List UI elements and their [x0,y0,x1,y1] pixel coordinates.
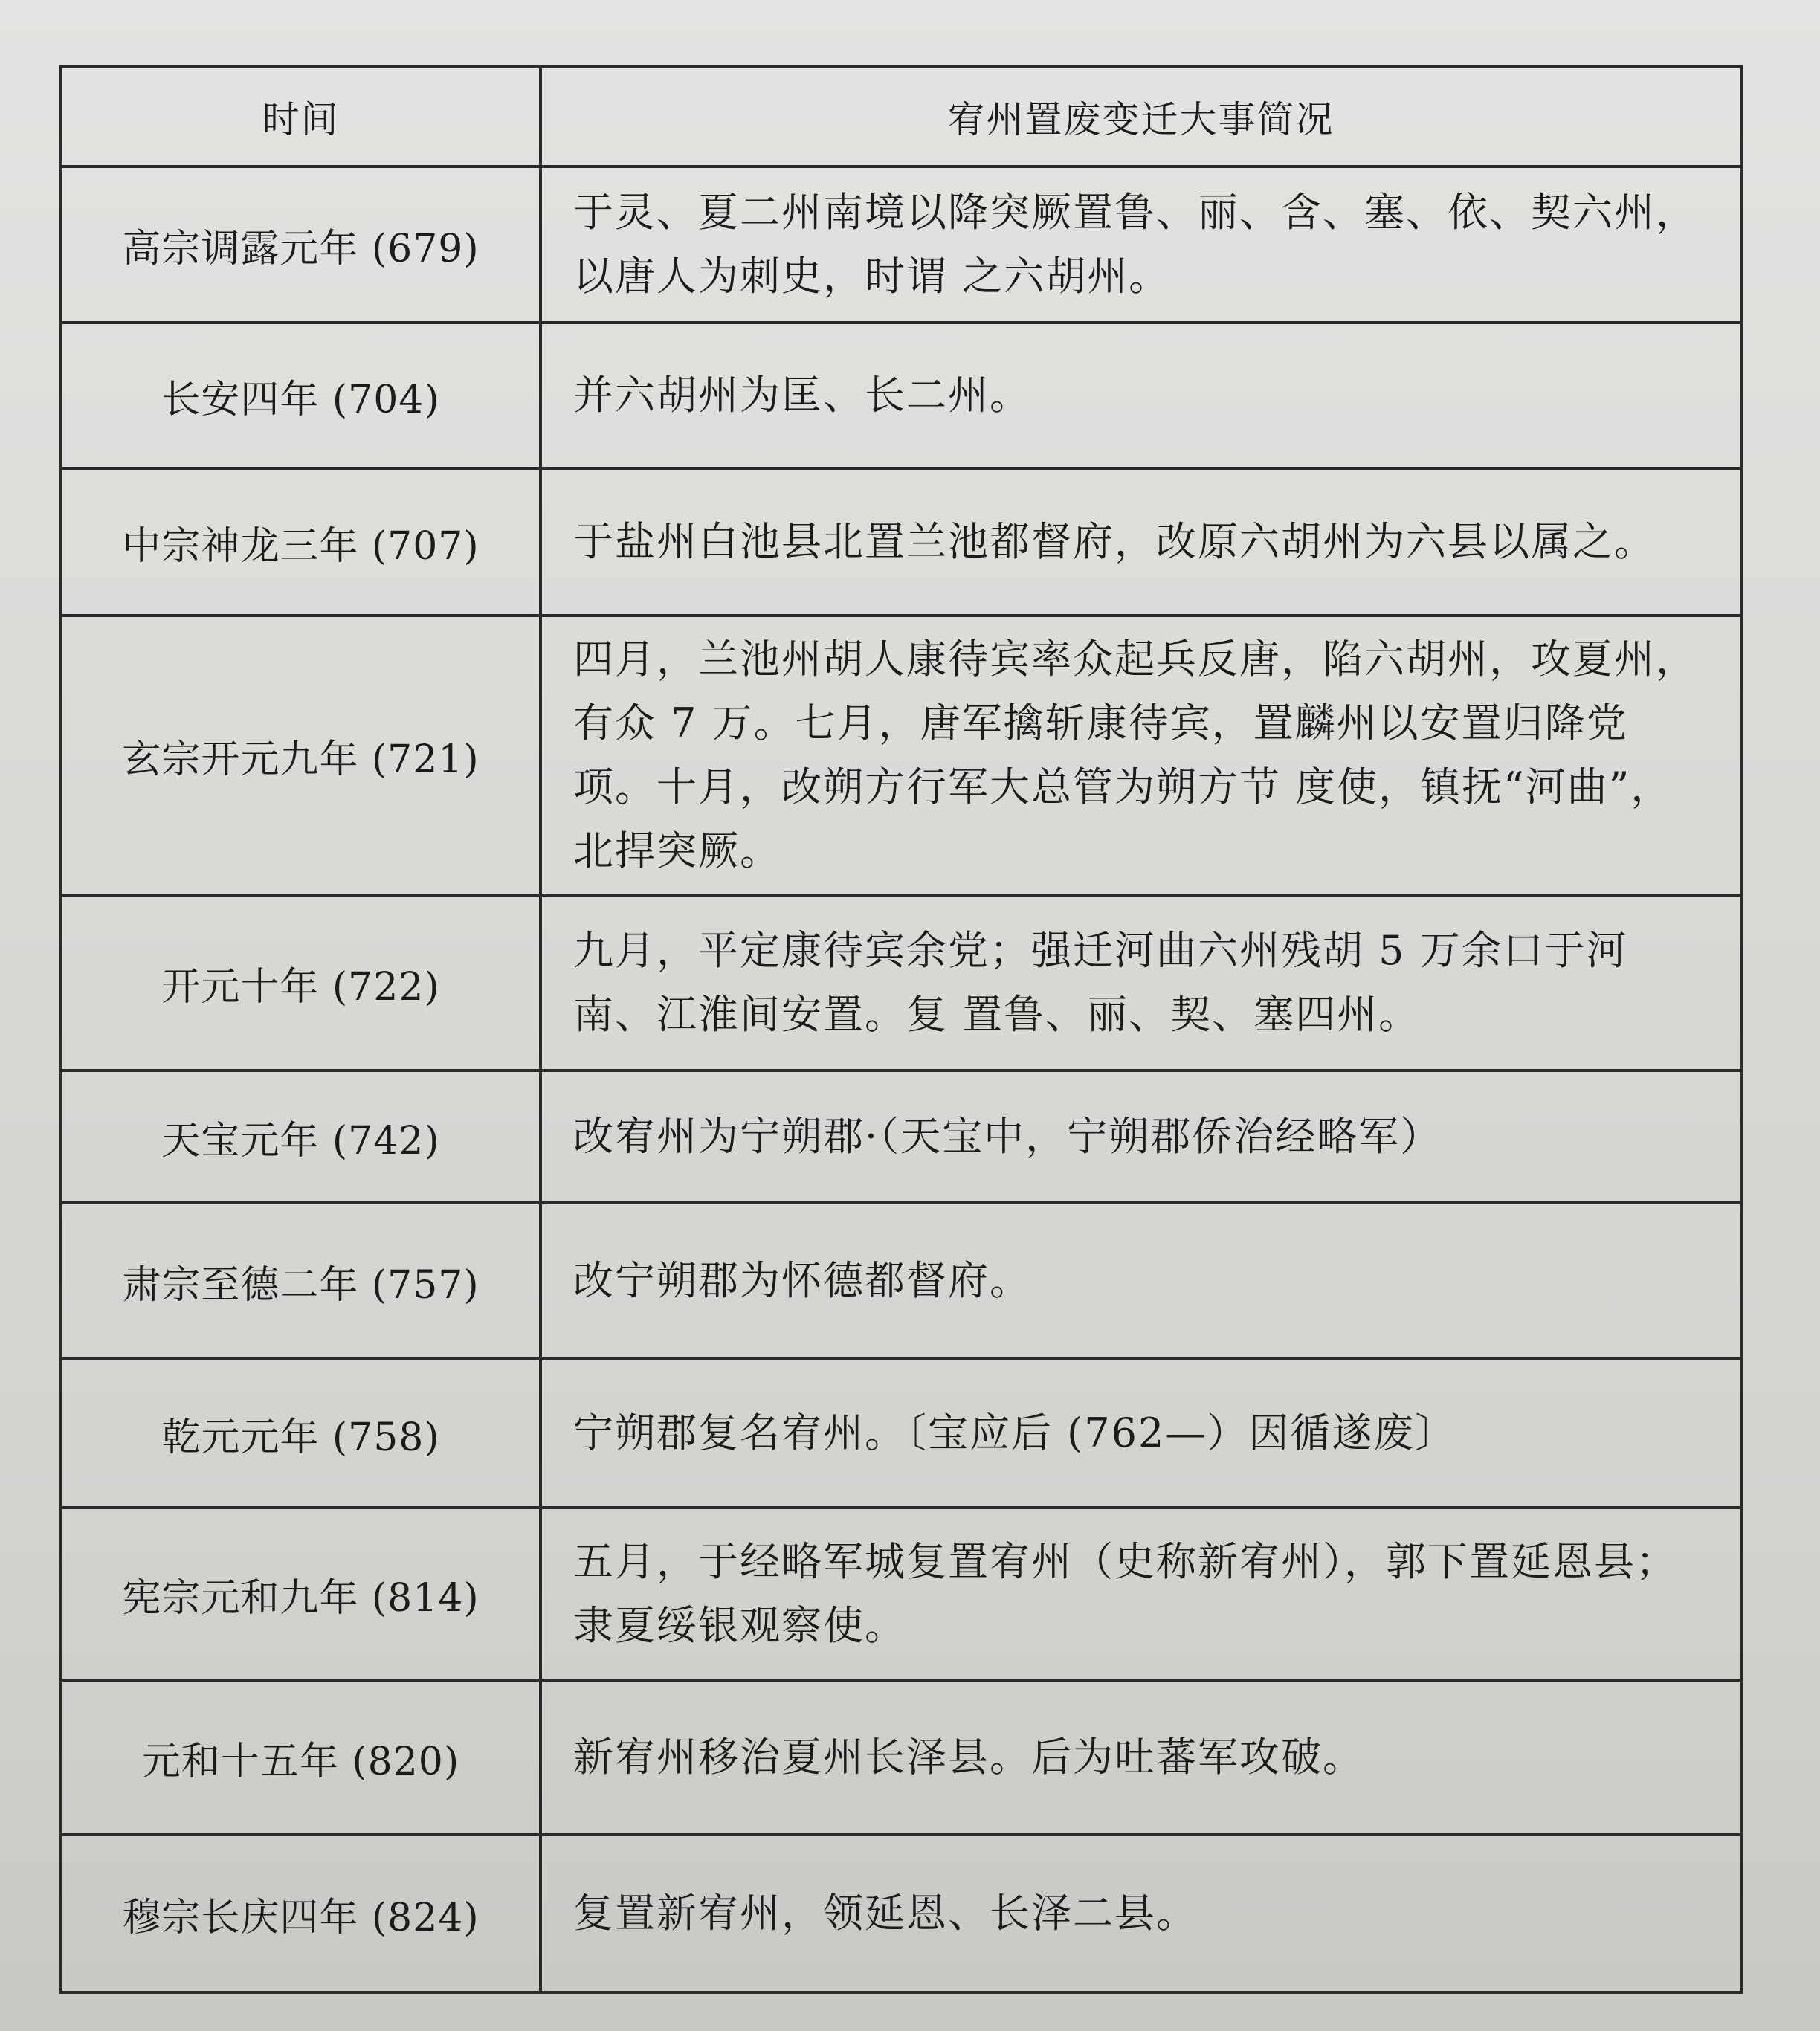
row-event: 五月，于经略军城复置宥州（史称新宥州），郭下置延恩县；隶夏绥银观察使。 [540,1508,1741,1680]
row-event: 复置新宥州，领延恩、长泽二县。 [540,1835,1741,1992]
row-event: 于灵、夏二州南境以降突厥置鲁、丽、含、塞、依、契六州，以唐人为刺史，时谓 之六胡州。 [540,167,1741,323]
row-time: 中宗神龙三年 (707) [61,468,540,616]
row-time: 元和十五年 (820) [61,1680,540,1835]
table-row [61,1508,1741,1680]
table-row [61,1680,1741,1835]
table-row [61,323,1741,468]
table-row [61,1203,1741,1359]
row-event: 四月，兰池州胡人康待宾率众起兵反唐，陷六胡州，攻夏州，有众 7 万。七月，唐军擒斩康待宾，置麟州以安置归降党项。十月，改朔方行军大总管为朔方节 度使，镇抚“河曲”，北捍突厥。 [540,616,1741,895]
row-event: 宁朔郡复名宥州。〔宝应后 (762—）因循遂废〕 [540,1359,1741,1508]
row-event: 改宥州为宁朔郡·（天宝中，宁朔郡侨治经略军） [540,1071,1741,1203]
row-time: 天宝元年 (742) [61,1071,540,1203]
table-row [61,895,1741,1071]
row-event: 并六胡州为匡、长二州。 [540,323,1741,468]
row-event: 于盐州白池县北置兰池都督府，改原六胡州为六县以属之。 [540,468,1741,616]
row-time: 玄宗开元九年 (721) [61,616,540,895]
row-event: 新宥州移治夏州长泽县。后为吐蕃军攻破。 [540,1680,1741,1835]
table-row [61,1359,1741,1508]
header-event: 宥州置废变迁大事简况 [540,67,1741,167]
row-event: 九月，平定康待宾余党；强迁河曲六州残胡 5 万余口于河南、江淮间安置。复 置鲁、丽、契、塞四州。 [540,895,1741,1071]
row-time: 长安四年 (704) [61,323,540,468]
table-row [61,468,1741,616]
row-event: 改宁朔郡为怀德都督府。 [540,1203,1741,1359]
table-row [61,616,1741,895]
row-time: 宪宗元和九年 (814) [61,1508,540,1680]
table-row [61,1071,1741,1203]
table-row [61,1835,1741,1992]
table-container [59,65,1740,1994]
table-row [61,167,1741,323]
header-time: 时间 [61,67,540,167]
youzhou-history-table [59,65,1743,1994]
row-time: 开元十年 (722) [61,895,540,1071]
table-header-row [61,67,1741,167]
row-time: 穆宗长庆四年 (824) [61,1835,540,1992]
row-time: 乾元元年 (758) [61,1359,540,1508]
row-time: 肃宗至德二年 (757) [61,1203,540,1359]
row-time: 高宗调露元年 (679) [61,167,540,323]
